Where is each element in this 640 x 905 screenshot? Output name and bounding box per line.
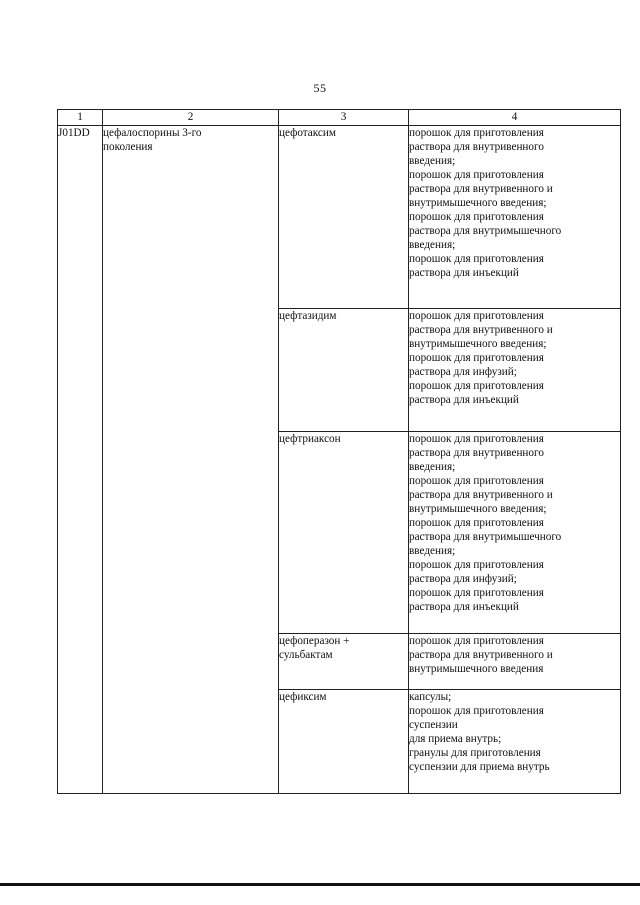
dosage-form-line: внутримышечного введения bbox=[409, 663, 544, 675]
drug-group-line: поколения bbox=[103, 141, 153, 153]
dosage-forms-cell bbox=[409, 432, 621, 634]
dosage-form-line: раствора для внутривенного bbox=[409, 447, 544, 459]
drug-name-line: цефоперазон + bbox=[279, 635, 350, 647]
dosage-form-line: порошок для приготовления bbox=[409, 475, 544, 487]
dosage-forms-cell bbox=[409, 634, 621, 690]
dosage-form-line: порошок для приготовления bbox=[409, 635, 544, 647]
dosage-form-line: суспензии для приема внутрь bbox=[409, 761, 550, 773]
dosage-form-line: внутримышечного введения; bbox=[409, 503, 547, 515]
drug-name-line: цефтриаксон bbox=[279, 433, 341, 445]
column-header: 1 bbox=[58, 110, 103, 126]
page-number: 55 bbox=[313, 81, 327, 95]
dosage-form-line: порошок для приготовления bbox=[409, 127, 544, 139]
dosage-form-line: раствора для внутривенного и bbox=[409, 183, 553, 195]
dosage-form-line: порошок для приготовления bbox=[409, 587, 544, 599]
dosage-form-line: введения; bbox=[409, 461, 456, 473]
dosage-form-line: введения; bbox=[409, 545, 456, 557]
dosage-form-line: порошок для приготовления bbox=[409, 380, 544, 392]
dosage-form-line: раствора для внутривенного и bbox=[409, 324, 553, 336]
dosage-form-line: порошок для приготовления bbox=[409, 559, 544, 571]
drug-name-line: сульбактам bbox=[279, 649, 333, 661]
drug-name-cell bbox=[279, 309, 409, 432]
drug-name-line: цефиксим bbox=[279, 691, 327, 703]
drug-group-line: цефалоспорины 3-го bbox=[103, 127, 202, 139]
dosage-form-line: внутримышечного введения; bbox=[409, 338, 547, 350]
drug-group-cell bbox=[103, 126, 279, 794]
dosage-form-line: раствора для инъекций bbox=[409, 394, 519, 406]
dosage-form-line: раствора для внутривенного и bbox=[409, 649, 553, 661]
dosage-form-line: раствора для инфузий; bbox=[409, 366, 517, 378]
dosage-form-line: раствора для инъекций bbox=[409, 601, 519, 613]
dosage-form-line: раствора для инфузий; bbox=[409, 573, 517, 585]
dosage-form-line: введения; bbox=[409, 239, 456, 251]
dosage-form-line: порошок для приготовления bbox=[409, 352, 544, 364]
dosage-form-line: порошок для приготовления bbox=[409, 310, 544, 322]
column-header: 2 bbox=[103, 110, 279, 126]
dosage-form-line: порошок для приготовления bbox=[409, 253, 544, 265]
dosage-form-line: раствора для внутривенного и bbox=[409, 489, 553, 501]
drug-name-cell bbox=[279, 432, 409, 634]
column-header: 4 bbox=[409, 110, 621, 126]
table-header-row bbox=[58, 110, 621, 126]
bottom-rule bbox=[0, 883, 640, 886]
dosage-form-line: для приема внутрь; bbox=[409, 733, 502, 745]
column-header: 3 bbox=[279, 110, 409, 126]
dosage-form-line: введения; bbox=[409, 155, 456, 167]
drug-name-line: цефтазидим bbox=[279, 310, 337, 322]
dosage-form-line: раствора для внутримышечного bbox=[409, 531, 562, 543]
drug-name-line: цефотаксим bbox=[279, 127, 336, 139]
dosage-form-line: гранулы для приготовления bbox=[409, 747, 541, 759]
dosage-form-line: порошок для приготовления bbox=[409, 705, 544, 717]
drug-name-cell bbox=[279, 126, 409, 309]
atc-code: J01DD bbox=[58, 127, 90, 139]
dosage-form-line: порошок для приготовления bbox=[409, 433, 544, 445]
dosage-form-line: суспензии bbox=[409, 719, 458, 731]
table-row bbox=[58, 126, 621, 309]
dosage-form-line: раствора для внутримышечного bbox=[409, 225, 562, 237]
dosage-form-line: порошок для приготовления bbox=[409, 169, 544, 181]
dosage-forms-cell bbox=[409, 690, 621, 794]
atc-code-cell bbox=[58, 126, 103, 794]
drug-name-cell bbox=[279, 634, 409, 690]
drug-name-cell bbox=[279, 690, 409, 794]
dosage-form-line: капсулы; bbox=[409, 691, 452, 703]
dosage-form-line: внутримышечного введения; bbox=[409, 197, 547, 209]
dosage-forms-cell bbox=[409, 126, 621, 309]
drug-table bbox=[57, 109, 621, 794]
dosage-form-line: раствора для инъекций bbox=[409, 267, 519, 279]
dosage-forms-cell bbox=[409, 309, 621, 432]
dosage-form-line: раствора для внутривенного bbox=[409, 141, 544, 153]
dosage-form-line: порошок для приготовления bbox=[409, 211, 544, 223]
dosage-form-line: порошок для приготовления bbox=[409, 517, 544, 529]
